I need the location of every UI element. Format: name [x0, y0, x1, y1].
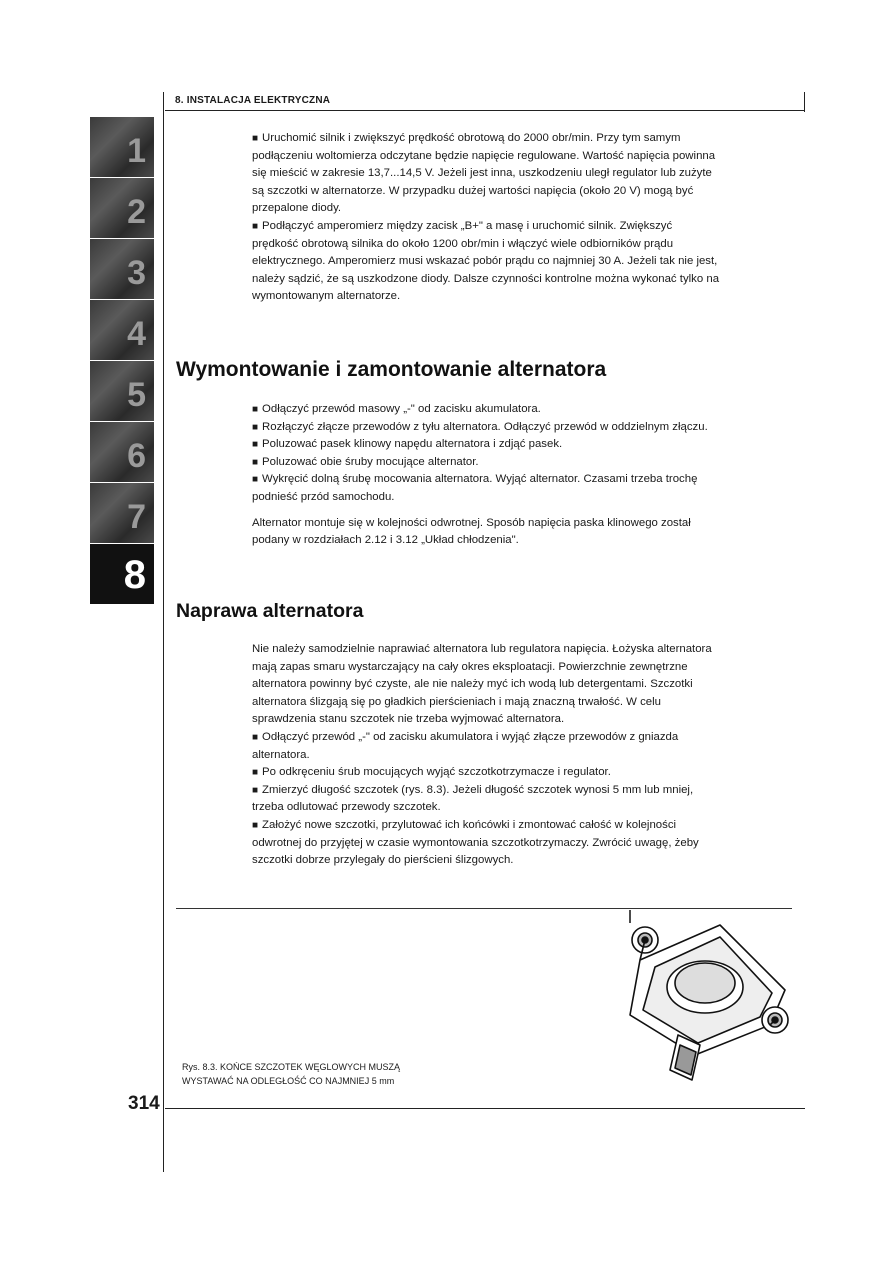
bullet: ■ [252, 767, 259, 779]
step-item [252, 729, 720, 764]
left-margin-rule [163, 92, 164, 1172]
section2-intro: Nie należy samodzielnie naprawiać alternatora lub regulatora napięcia. Łożyska alternatora mają zapas smaru wystarczający na cały okres eksploatacji. Powierzchnie zewnętrzne alternatora powinny być czyste, ale nie należy myć ich wodą lub detergentami. Szczotki alternatora ślizgają się po gładkich pierścieniach i mają znaczną trwałość. W celu sprawdzenia stanu szczotek nie trzeba wyjmować alternatora. [252, 643, 712, 726]
chapter-tab-number: 1 [127, 132, 146, 170]
footer-rule [165, 1108, 805, 1109]
chapter-tab-number: 8 [123, 553, 146, 597]
intro-block [252, 130, 720, 306]
chapter-tab[interactable] [90, 483, 154, 543]
chapter-tab[interactable] [90, 300, 154, 360]
step-item [252, 419, 720, 437]
section-heading: Naprawa alternatora [176, 600, 364, 622]
bullet: ■ [252, 474, 259, 486]
step-text: Rozłączyć złącze przewodów z tyłu alternatora. Odłączyć przewód w oddzielnym złączu. [262, 420, 708, 433]
bullet: ■ [252, 220, 259, 232]
intro-text: Podłączyć amperomierz między zacisk „B+" a masę i uruchomić silnik. Zwiększyć prędkość obrotową silnika do około 1200 obr/min i włączyć wiele odbiorników prądu elektrycznego. Amperomierz musi wskazać pobór prądu co najmniej 30 A. Jeżeli tak nie jest, należy sądzić, że są uszkodzone diody. Dalsze czynności kontrolne można wykonać tylko na wymontowanym alternatorze. [252, 219, 720, 303]
chapter-tabs [90, 117, 154, 605]
section1-steps [252, 401, 720, 550]
bullet: ■ [252, 819, 259, 831]
chapter-tab[interactable] [90, 117, 154, 177]
step-item [252, 817, 720, 870]
step-text: Odłączyć przewód masowy „-" od zacisku akumulatora. [262, 403, 541, 415]
bullet: ■ [252, 439, 259, 451]
chapter-tab-active[interactable] [90, 544, 154, 604]
running-header: 8. INSTALACJA ELEKTRYCZNA [175, 95, 331, 106]
step-text: Założyć nowe szczotki, przylutować ich końcówki i zmontować całość w kolejności odwrotnej do przyjętej w czasie wymontowania szczotkotrzymaczy. Zwrócić uwagę, żeby szczotki dobrze przylegały do pierścieni ślizgowych. [252, 818, 699, 867]
section2-body [252, 641, 720, 870]
step-item [252, 471, 720, 506]
intro-text: Uruchomić silnik i zwiększyć prędkość obrotową do 2000 obr/min. Przy tym samym podłączeniu woltomierza odczytane będzie napięcie regulowane. Wartość napięcia powinna się mieścić w zakresie 13,7...14,5 V. Jeżeli jest inna, uszkodzeniu uległ regulator lub zużyte są szczotki w alternatorze. W przypadku dużej wartości napięcia (około 20 V) mogą być przepalone diody. [252, 132, 716, 215]
chapter-tab-number: 3 [127, 254, 146, 292]
step-text: Poluzować obie śruby mocujące alternator. [262, 455, 479, 468]
chapter-tab[interactable] [90, 422, 154, 482]
figure-caption-line: WYSTAWAĆ NA ODLEGŁOŚĆ CO NAJMNIEJ 5 mm [182, 1076, 395, 1086]
bullet: ■ [252, 133, 259, 144]
header-right-tick [804, 92, 805, 112]
step-text: Po odkręceniu śrub mocujących wyjąć szczotkotrzymacze i regulator. [262, 766, 611, 779]
figure-caption [182, 1060, 400, 1088]
chapter-tab-number: 6 [127, 437, 146, 475]
bullet: ■ [252, 784, 259, 796]
step-text: Odłączyć przewód „-" od zacisku akumulatora i wyjąć złącze przewodów z gniazda alternatora. [252, 730, 679, 761]
intro-paragraph [252, 218, 720, 306]
section-heading: Wymontowanie i zamontowanie alternatora [176, 358, 607, 381]
step-item [252, 782, 720, 817]
chapter-tab[interactable] [90, 178, 154, 238]
step-text: Poluzować pasek klinowy napędu alternatora i zdjąć pasek. [262, 438, 563, 451]
chapter-tab-number: 4 [127, 315, 146, 353]
step-item [252, 401, 720, 419]
chapter-tab-number: 7 [127, 498, 146, 536]
page-number: 314 [128, 1093, 160, 1114]
step-text: Wykręcić dolną śrubę mocowania alternatora. Wyjąć alternator. Czasami trzeba trochę podnieść przód samochodu. [252, 473, 698, 503]
chapter-tab-number: 2 [127, 193, 146, 231]
chapter-tab[interactable] [90, 361, 154, 421]
intro-paragraph [252, 130, 720, 218]
step-item [252, 764, 720, 782]
section1-note: Alternator montuje się w kolejności odwrotnej. Sposób napięcia paska klinowego został podany w rozdziałach 2.12 i 3.12 „Układ chłodzenia". [252, 516, 691, 547]
chapter-tab-number: 5 [127, 376, 146, 414]
bullet: ■ [252, 404, 259, 415]
step-item [252, 436, 720, 454]
header-rule [165, 110, 805, 111]
step-item [252, 454, 720, 472]
bullet: ■ [252, 731, 259, 743]
brush-holder-regulator-drawing-icon [600, 905, 800, 1100]
step-text: Zmierzyć długość szczotek (rys. 8.3). Jeżeli długość szczotek wynosi 5 mm lub mniej, trzeba odlutować przewody szczotek. [252, 783, 694, 814]
bullet: ■ [252, 456, 259, 468]
bullet: ■ [252, 421, 259, 433]
figure-caption-line: Rys. 8.3. KOŃCE SZCZOTEK WĘGLOWYCH MUSZĄ [182, 1062, 401, 1072]
chapter-tab[interactable] [90, 239, 154, 299]
